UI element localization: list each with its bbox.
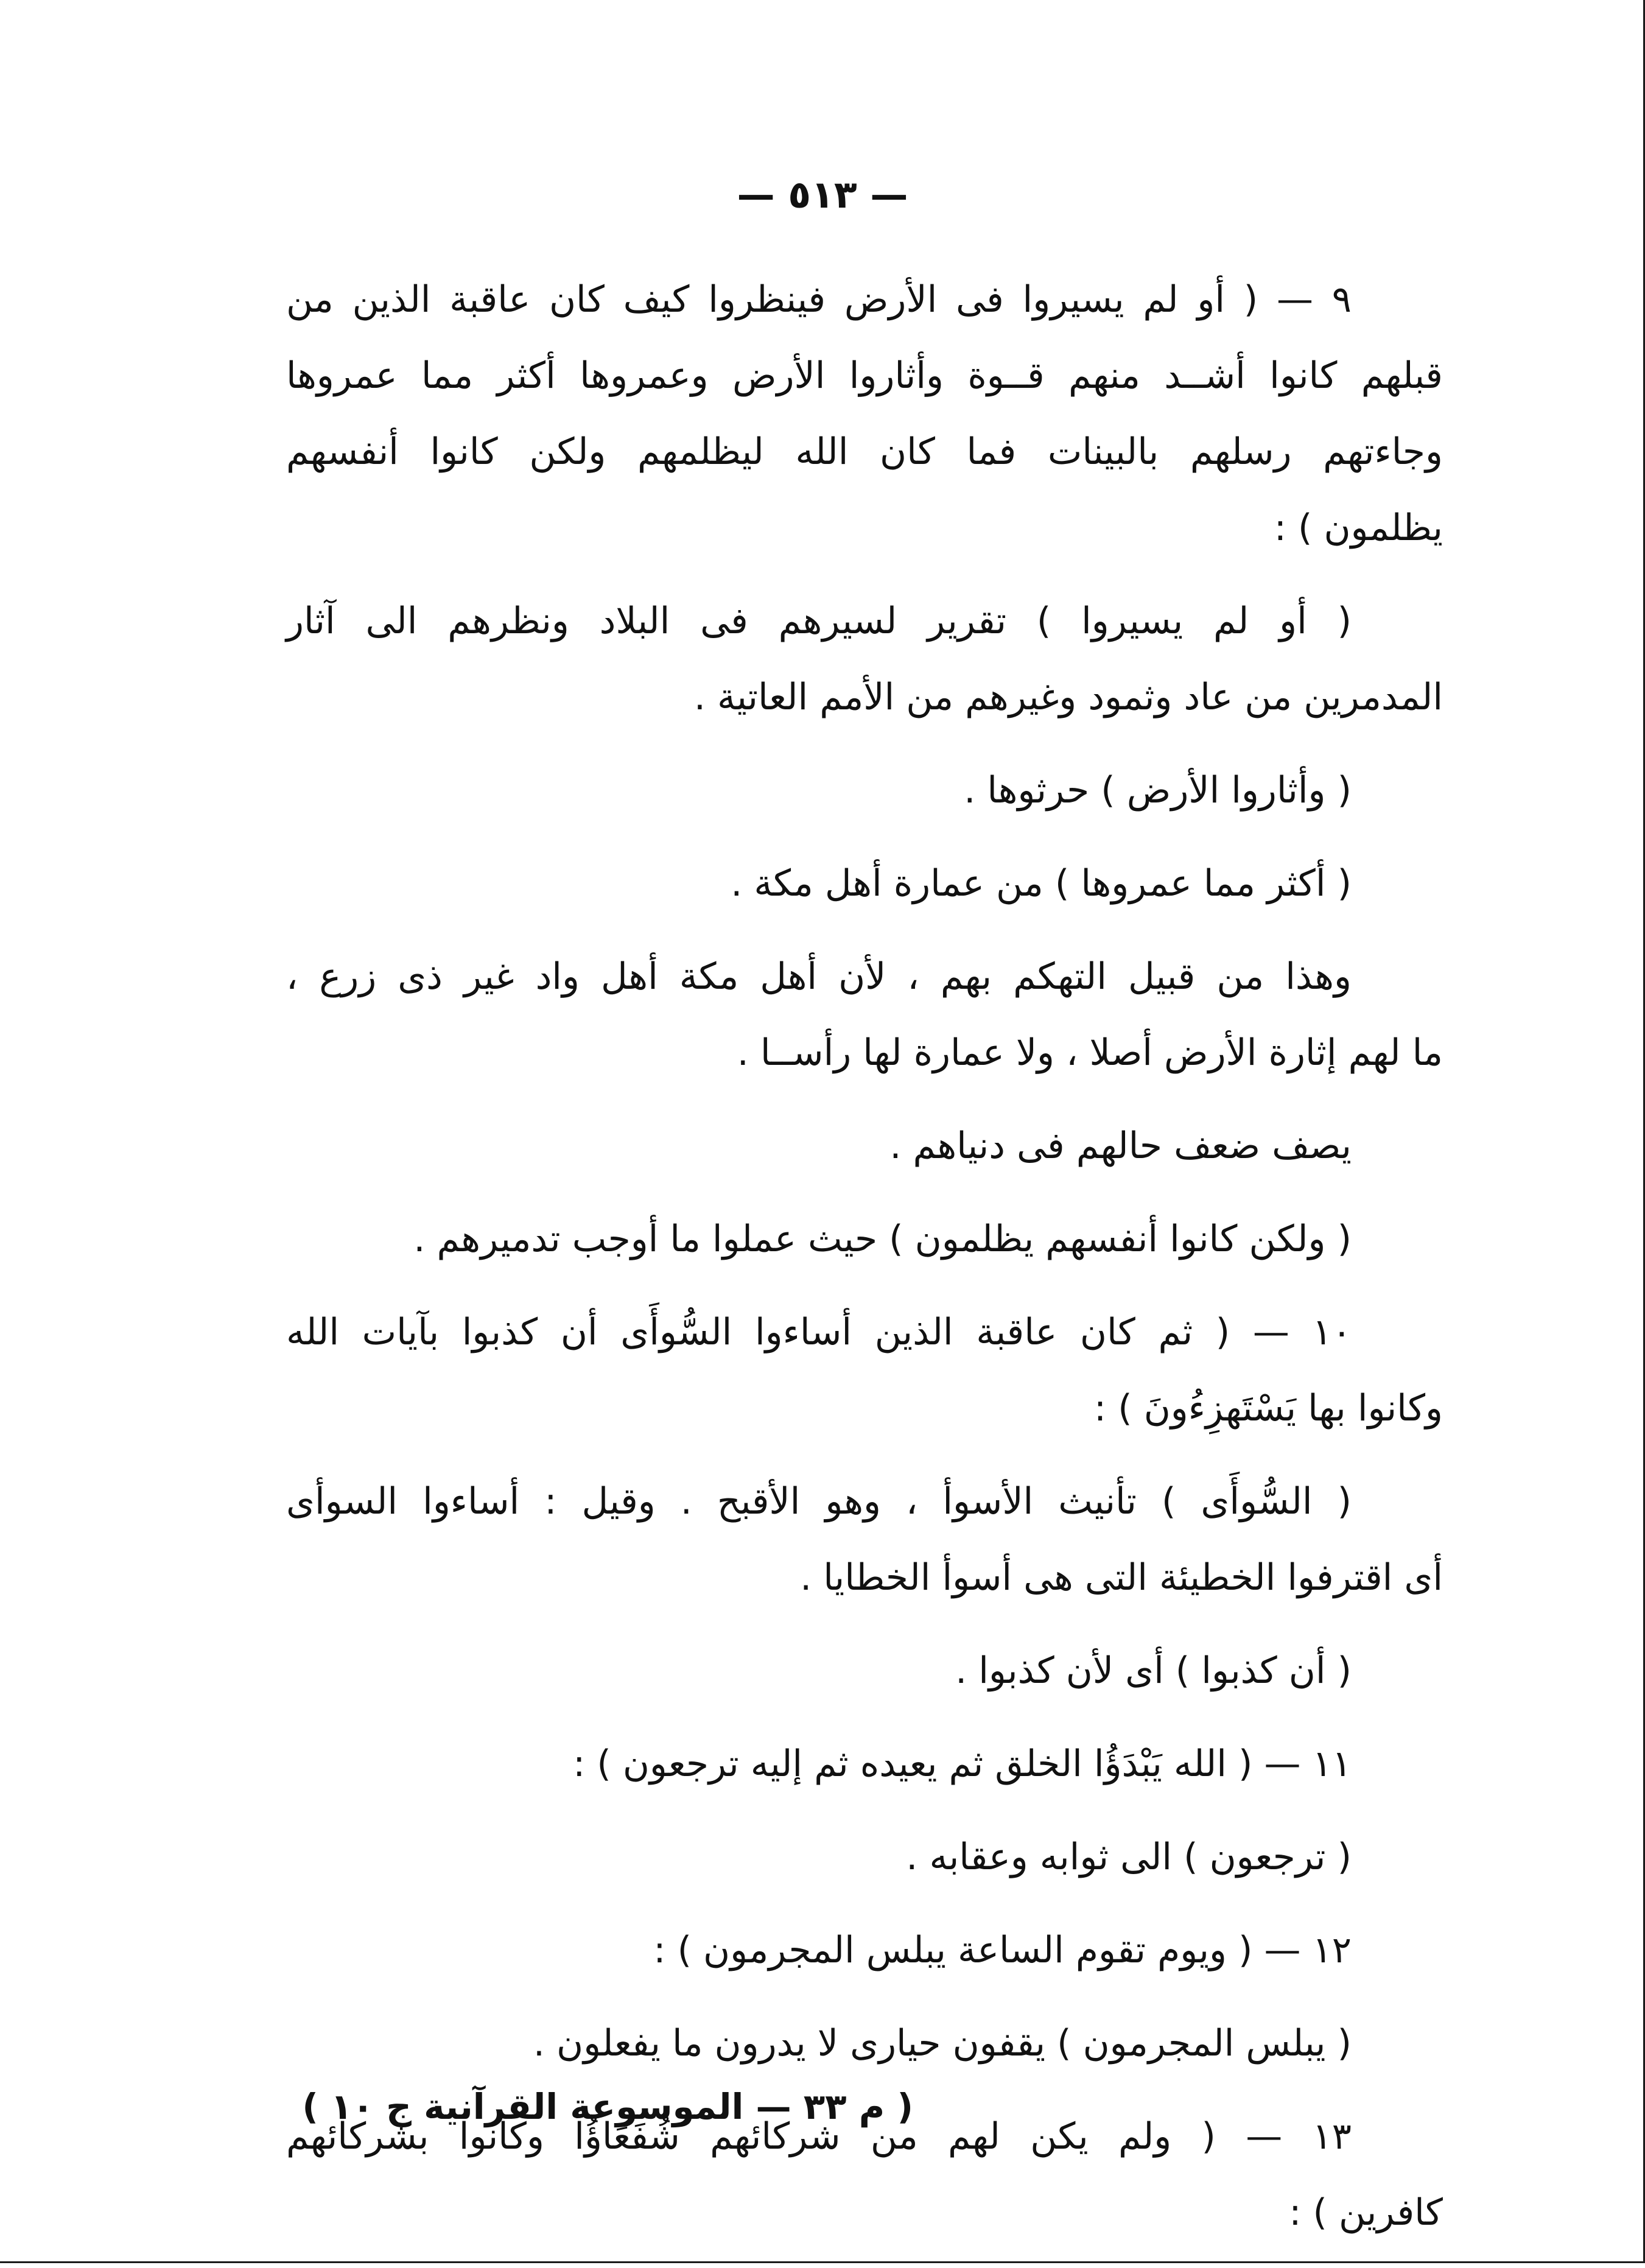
commentary-paragraph — [286, 1201, 1443, 1277]
text-line: ١٣ — ( ولم يكن لهم من شركائهم شُفَعَاؤُا وكانوا بشركائهم — [286, 2115, 1352, 2158]
text-line: ما لهم إثارة الأرض أصلا ، ولا عمارة لها رأســا . — [737, 1031, 1443, 1074]
commentary-paragraph — [286, 939, 1443, 1091]
text-line: ( وأثاروا الأرض ) حرثوها . — [964, 769, 1352, 812]
commentary-paragraph — [286, 583, 1443, 736]
verse-12-paragraph — [286, 1912, 1443, 1989]
text-line: ( أكثر مما عمروها ) من عمارة أهل مكة . — [731, 862, 1352, 905]
commentary-paragraph — [286, 2006, 1443, 2082]
body-text — [286, 262, 1443, 2268]
commentary-paragraph — [286, 1464, 1443, 1616]
text-line: وكانوا بها يَسْتَهزِءُونَ ) : — [1093, 1387, 1443, 1430]
commentary-paragraph — [286, 1633, 1443, 1709]
commentary-paragraph — [286, 753, 1443, 829]
text-line: كافرين ) : — [1289, 2191, 1443, 2234]
text-line: المدمرين من عاد وثمود وغيرهم من الأمم العاتية . — [693, 676, 1443, 718]
text-line: ١٢ — ( ويوم تقوم الساعة يبلس المجرمون ) : — [653, 1929, 1352, 1971]
text-line: ( أن كذبوا ) أى لأن كذبوا . — [955, 1649, 1352, 1692]
text-line: ( ترجعون ) الى ثوابه وعقابه . — [906, 1836, 1352, 1878]
commentary-paragraph — [286, 1819, 1443, 1895]
commentary-paragraph — [286, 1108, 1443, 1184]
text-line: ١١ — ( الله يَبْدَؤُا الخلق ثم يعيده ثم إليه ترجعون ) : — [573, 1743, 1352, 1785]
text-line: يصف ضعف حالهم فى دنياهم . — [889, 1125, 1352, 1167]
text-line: أى اقترفوا الخطيئة التى هى أسوأ الخطايا . — [800, 1556, 1443, 1599]
text-line: ( أو لم يسيروا ) تقرير لسيرهم فى البلاد ونظرهم الى آثار — [286, 600, 1352, 642]
verse-10-paragraph — [286, 1294, 1443, 1447]
page-footer: ( م ٣٣ — الموسوعة القرآنية ج ١٠ ) — [302, 2086, 913, 2127]
text-line: ( يبلس المجرمون ) يقفون حيارى لا يدرون ما يفعلون . — [533, 2022, 1352, 2065]
verse-11-paragraph — [286, 1726, 1443, 1802]
commentary-paragraph — [286, 846, 1443, 922]
text-line: ٩ — ( أو لم يسيروا فى الأرض فينظروا كيف كان عاقبة الذين من — [286, 278, 1352, 321]
text-line: ( السُّوأَى ) تأنيث الأسوأ ، وهو الأقبح . وقيل : أساءوا السوأى — [286, 1480, 1352, 1523]
verse-9-paragraph — [286, 262, 1443, 566]
text-line: قبلهم كانوا أشــد منهم قــوة وأثاروا الأرض وعمروها أكثر مما عمروها — [286, 354, 1443, 397]
text-line: وهذا من قبيل التهكم بهم ، لأن أهل مكة أهل واد غير ذى زرع ، — [286, 955, 1352, 998]
text-line: يظلمون ) : — [1274, 507, 1443, 549]
page-number: — ٥١٣ — — [737, 172, 908, 217]
text-line: ( ولكن كانوا أنفسهم يظلمون ) حيث عملوا ما أوجب تدميرهم . — [413, 1218, 1352, 1260]
text-line: وجاءتهم رسلهم بالبينات فما كان الله ليظلمهم ولكن كانوا أنفسهم — [286, 430, 1443, 473]
text-line: ١٠ — ( ثم كان عاقبة الذين أساءوا السُّوأَى أن كذبوا بآيات الله — [286, 1311, 1352, 1353]
